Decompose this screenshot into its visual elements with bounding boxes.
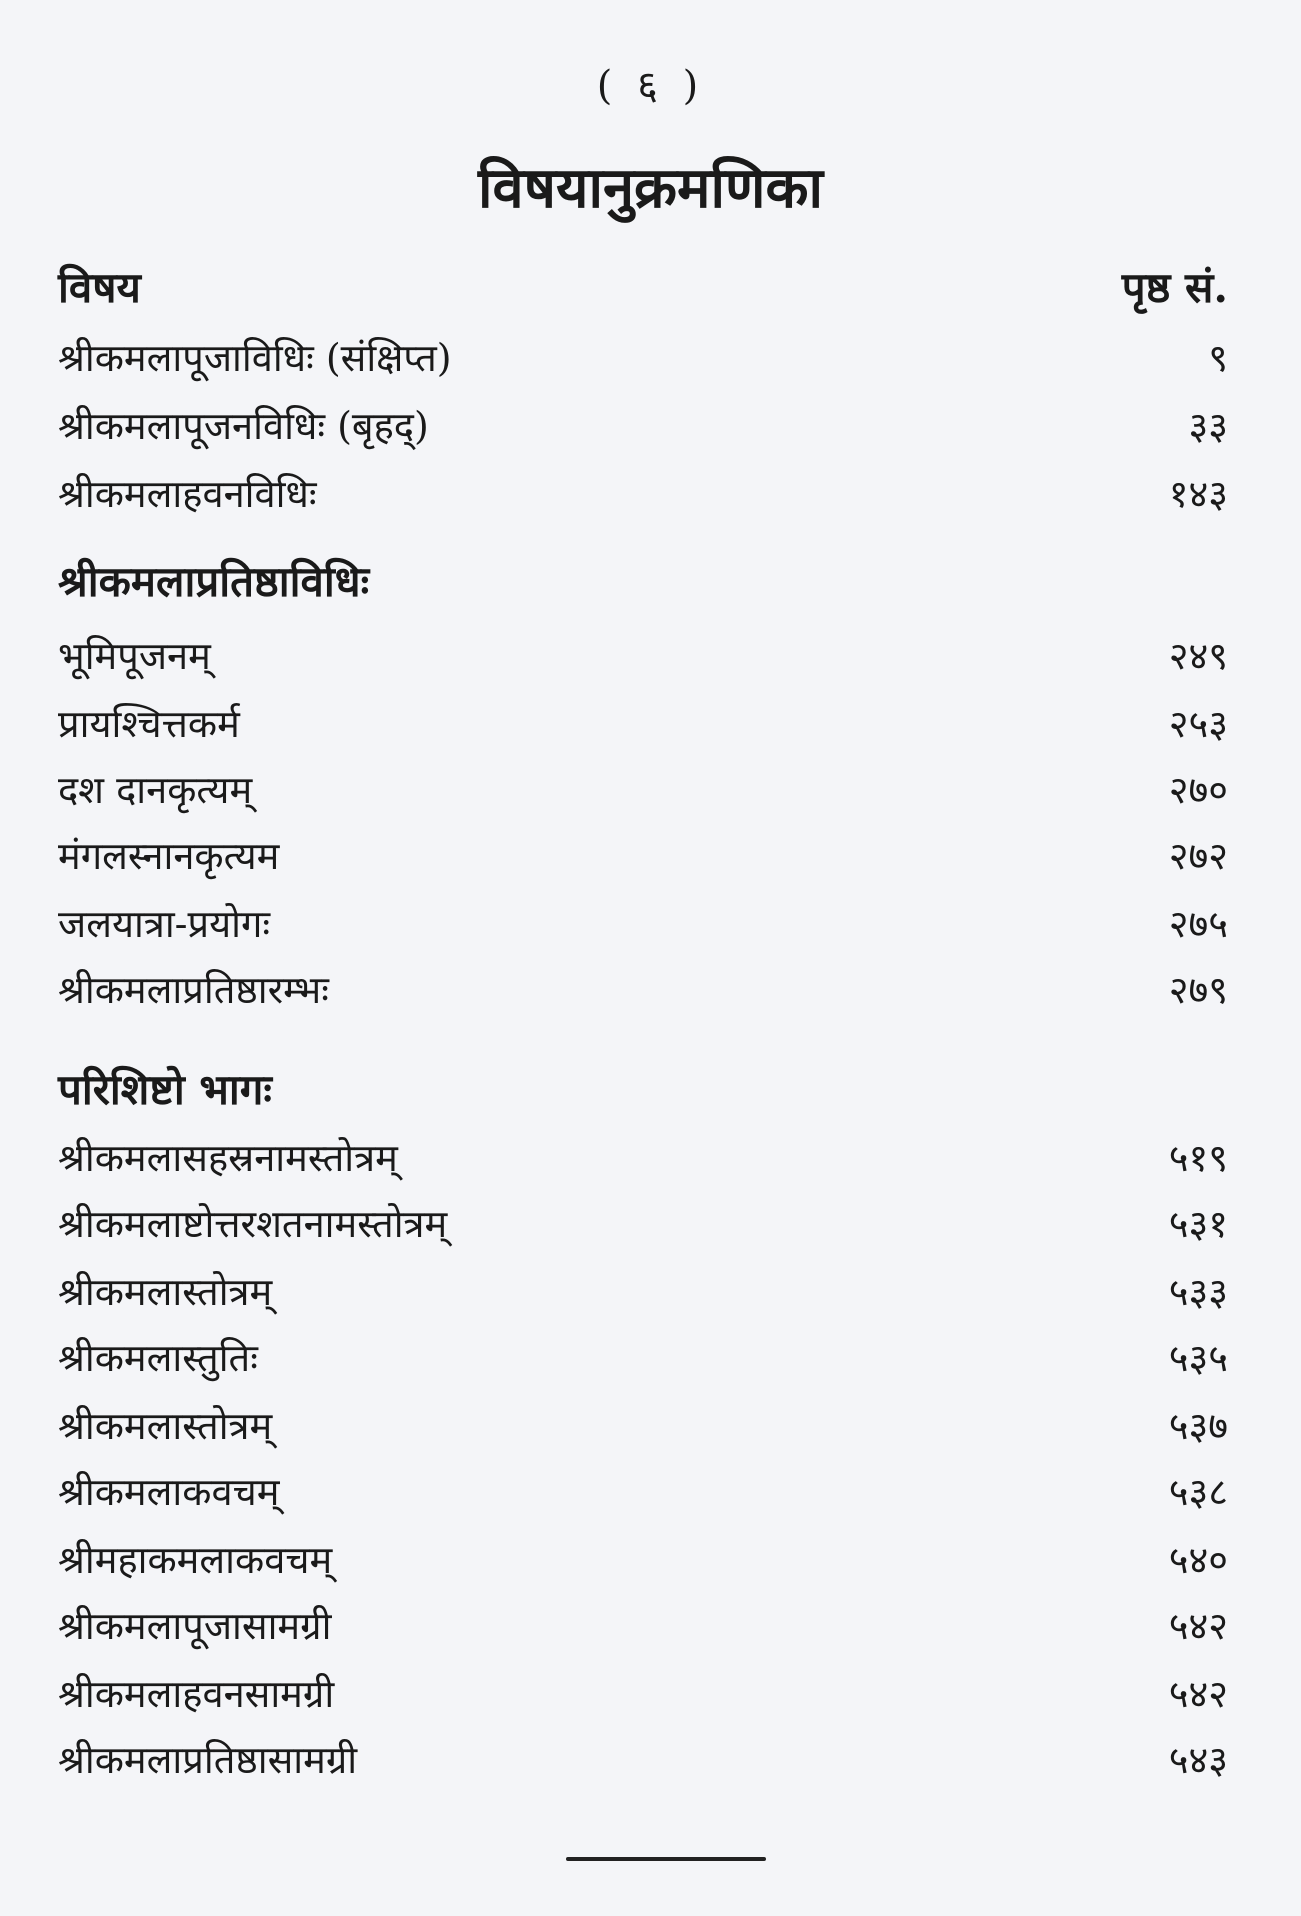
entry-label: श्रीकमलासहस्रनामस्तोत्रम् — [58, 1136, 398, 1180]
entry-page: ९ — [1208, 336, 1228, 380]
entry-label: मंगलस्नानकृत्यम — [58, 834, 280, 878]
page-column-header: पृष्ठ सं. — [1121, 263, 1228, 312]
toc-entry — [58, 1466, 1228, 1518]
entry-label: भूमिपूजनम् — [58, 634, 211, 678]
toc-entry — [58, 1668, 1228, 1720]
toc-entry — [58, 698, 1228, 750]
entry-label: श्रीकमलाहवनविधिः — [58, 472, 317, 516]
entry-label: श्रीमहाकमलाकवचम् — [58, 1538, 333, 1582]
toc-entry — [58, 1198, 1228, 1250]
entry-page: ५४३ — [1168, 1738, 1228, 1782]
entry-page: २४९ — [1168, 634, 1228, 678]
entry-page: ५४० — [1168, 1538, 1228, 1582]
toc-entry — [58, 1400, 1228, 1452]
entry-page: ५३७ — [1168, 1404, 1228, 1448]
entry-page: २५३ — [1168, 702, 1228, 746]
toc-entry — [58, 1332, 1228, 1384]
toc-entry — [58, 332, 1228, 384]
entry-page: २७९ — [1168, 968, 1228, 1012]
toc-entry — [58, 964, 1228, 1016]
toc-entry — [58, 1266, 1228, 1318]
section-title: परिशिष्टो भागः — [58, 1065, 272, 1114]
entry-label: श्रीकमलाकवचम् — [58, 1470, 280, 1514]
entry-page: ५३५ — [1168, 1336, 1228, 1380]
section-heading — [58, 556, 1228, 608]
entry-label: श्रीकमलाप्रतिष्ठारम्भः — [58, 968, 329, 1012]
entry-label: जलयात्रा-प्रयोगः — [58, 902, 271, 946]
toc-header — [58, 262, 1228, 314]
entry-label: श्रीकमलापूजाविधिः (संक्षिप्त) — [58, 336, 452, 380]
entry-page: ५३८ — [1168, 1470, 1228, 1514]
section-heading — [58, 1064, 1228, 1116]
entry-label: श्रीकमलाष्टोत्तरशतनामस्तोत्रम् — [58, 1202, 448, 1246]
toc-entry — [58, 1600, 1228, 1652]
toc-entry — [58, 898, 1228, 950]
toc-entry — [58, 764, 1228, 816]
entry-label: श्रीकमलापूजनविधिः (बृहद्) — [58, 404, 429, 448]
entry-label: श्रीकमलास्तोत्रम् — [58, 1404, 273, 1448]
entry-page: ५४२ — [1168, 1672, 1228, 1716]
page-title: विषयानुक्रमणिका — [477, 155, 824, 221]
section-title: श्रीकमलाप्रतिष्ठाविधिः — [58, 557, 370, 606]
entry-label: श्रीकमलास्तुतिः — [58, 1336, 258, 1380]
entry-label: दश दानकृत्यम् — [58, 768, 253, 812]
entry-label: श्रीकमलाहवनसामग्री — [58, 1672, 335, 1716]
toc-entry — [58, 1132, 1228, 1184]
entry-page: २७० — [1168, 768, 1228, 812]
entry-label: श्रीकमलाप्रतिष्ठासामग्री — [58, 1738, 358, 1782]
toc-entry — [58, 400, 1228, 452]
entry-label: प्रायश्चित्तकर्म — [58, 702, 240, 746]
entry-page: ५३३ — [1168, 1270, 1228, 1314]
toc-entry — [58, 1734, 1228, 1786]
page-number: ( ६ ) — [596, 63, 705, 109]
toc-entry — [58, 630, 1228, 682]
entry-page: ५४२ — [1168, 1604, 1228, 1648]
entry-page: ५१९ — [1168, 1136, 1228, 1180]
subject-column-header: विषय — [58, 263, 141, 312]
entry-page: ३३ — [1188, 404, 1228, 448]
entry-page: ५३१ — [1168, 1202, 1228, 1246]
entry-page: २७२ — [1168, 834, 1228, 878]
entry-page: १४३ — [1168, 472, 1228, 516]
end-divider — [566, 1857, 766, 1861]
toc-entry — [58, 468, 1228, 520]
toc-entry — [58, 830, 1228, 882]
entry-label: श्रीकमलास्तोत्रम् — [58, 1270, 273, 1314]
toc-entry — [58, 1534, 1228, 1586]
entry-label: श्रीकमलापूजासामग्री — [58, 1604, 332, 1648]
entry-page: २७५ — [1168, 902, 1228, 946]
